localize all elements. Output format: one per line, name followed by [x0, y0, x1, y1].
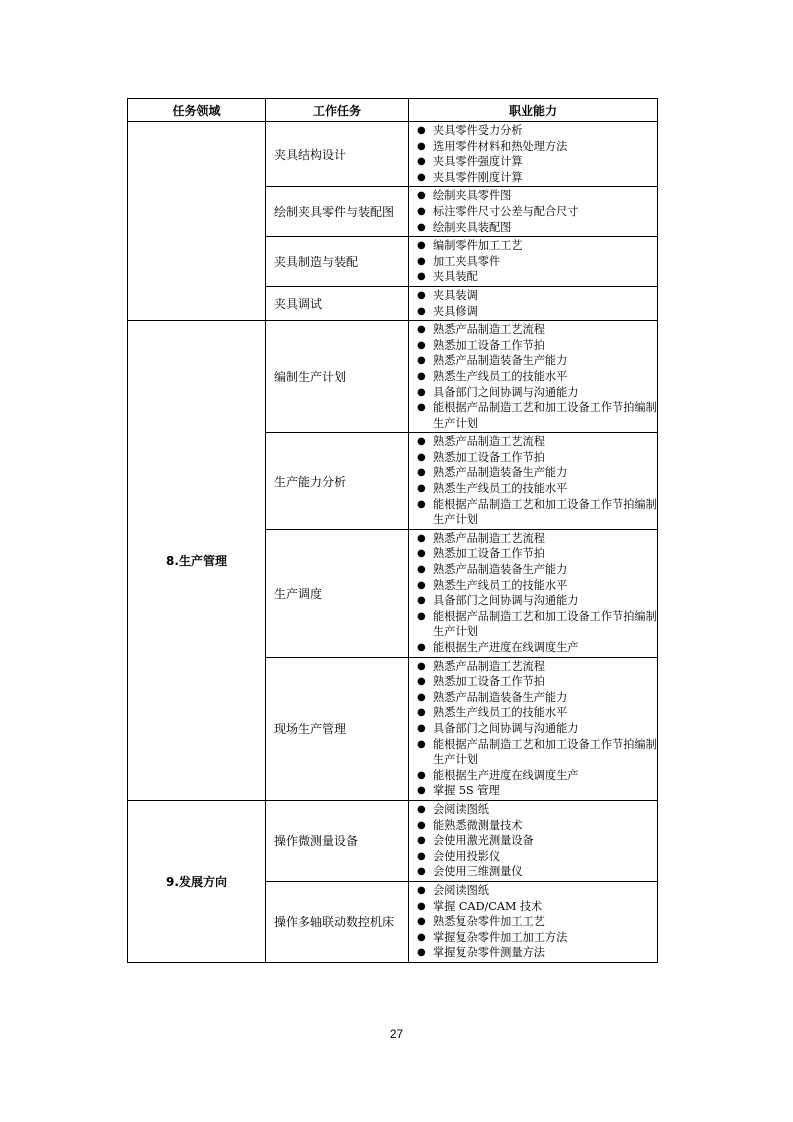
ability-item: ● 编制零件加工工艺: [417, 238, 657, 254]
ability-item: ● 熟悉加工设备工作节拍: [417, 674, 657, 690]
table-row: [128, 122, 658, 187]
ability-item: ● 熟悉复杂零件加工工艺: [417, 914, 657, 930]
ability-list: [417, 802, 657, 880]
ability-cell: [409, 529, 658, 657]
ability-list: [417, 659, 657, 799]
ability-cell: [409, 122, 658, 187]
ability-item: ● 绘制夹具装配图: [417, 220, 657, 236]
work-task-cell: 操作多轴联动数控机床: [266, 881, 409, 962]
ability-item: ● 熟悉产品制造工艺流程: [417, 434, 657, 450]
ability-item: ● 夹具零件刚度计算: [417, 170, 657, 186]
ability-cell: [409, 187, 658, 237]
competency-table: [127, 98, 658, 963]
work-task-cell: 夹具调试: [266, 286, 409, 320]
work-task-cell: 操作微测量设备: [266, 800, 409, 881]
task-domain-cell: [128, 122, 266, 321]
work-task-cell: 生产调度: [266, 529, 409, 657]
ability-item: ● 熟悉生产线员工的技能水平: [417, 369, 657, 385]
work-task-cell: 生产能力分析: [266, 433, 409, 530]
ability-item: ● 加工夹具零件: [417, 254, 657, 270]
ability-item: ● 夹具零件强度计算: [417, 154, 657, 170]
ability-cell: [409, 237, 658, 287]
ability-list: [417, 238, 657, 285]
ability-item: ● 能根据产品制造工艺和加工设备工作节拍编制生产计划: [417, 497, 657, 528]
work-task-cell: 现场生产管理: [266, 657, 409, 800]
ability-item: ● 熟悉产品制造工艺流程: [417, 659, 657, 675]
ability-list: [417, 322, 657, 431]
task-domain-cell: 9.发展方向: [128, 800, 266, 962]
ability-item: ● 夹具零件受力分析: [417, 123, 657, 139]
ability-item: ● 掌握 CAD/CAM 技术: [417, 899, 657, 915]
ability-item: ● 具备部门之间协调与沟通能力: [417, 593, 657, 609]
work-task-cell: 夹具制造与装配: [266, 237, 409, 287]
work-task-cell: 编制生产计划: [266, 321, 409, 433]
table-row: [128, 800, 658, 881]
ability-item: ● 能熟悉微测量技术: [417, 818, 657, 834]
ability-cell: [409, 800, 658, 881]
ability-item: ● 夹具装配: [417, 269, 657, 285]
ability-item: ● 能根据产品制造工艺和加工设备工作节拍编制生产计划: [417, 609, 657, 640]
ability-item: ● 熟悉产品制造装备生产能力: [417, 690, 657, 706]
ability-item: ● 掌握复杂零件测量方法: [417, 945, 657, 961]
ability-item: ● 会阅读图纸: [417, 802, 657, 818]
ability-item: ● 标注零件尺寸公差与配合尺寸: [417, 204, 657, 220]
ability-cell: [409, 286, 658, 320]
ability-item: ● 熟悉生产线员工的技能水平: [417, 578, 657, 594]
ability-item: ● 熟悉加工设备工作节拍: [417, 450, 657, 466]
ability-item: ● 能根据产品制造工艺和加工设备工作节拍编制生产计划: [417, 737, 657, 768]
ability-item: ● 能根据生产进度在线调度生产: [417, 768, 657, 784]
table-body: [128, 122, 658, 963]
ability-item: ● 会使用投影仪: [417, 849, 657, 865]
ability-item: ● 熟悉加工设备工作节拍: [417, 338, 657, 354]
ability-cell: [409, 433, 658, 530]
header-professional-ability: 职业能力: [409, 99, 658, 122]
ability-item: ● 具备部门之间协调与沟通能力: [417, 385, 657, 401]
ability-item: ● 熟悉生产线员工的技能水平: [417, 481, 657, 497]
ability-item: ● 能根据生产进度在线调度生产: [417, 640, 657, 656]
ability-cell: [409, 321, 658, 433]
ability-item: ● 会阅读图纸: [417, 883, 657, 899]
ability-list: [417, 434, 657, 528]
ability-item: ● 具备部门之间协调与沟通能力: [417, 721, 657, 737]
ability-item: ● 夹具修调: [417, 304, 657, 320]
header-task-domain: 任务领域: [128, 99, 266, 122]
table-row: [128, 321, 658, 433]
ability-item: ● 熟悉产品制造装备生产能力: [417, 353, 657, 369]
header-work-task: 工作任务: [266, 99, 409, 122]
ability-item: ● 绘制夹具零件图: [417, 188, 657, 204]
ability-item: ● 熟悉产品制造工艺流程: [417, 322, 657, 338]
ability-item: ● 熟悉产品制造装备生产能力: [417, 562, 657, 578]
ability-list: [417, 531, 657, 656]
ability-cell: [409, 657, 658, 800]
ability-item: ● 能根据产品制造工艺和加工设备工作节拍编制生产计划: [417, 400, 657, 431]
ability-list: [417, 123, 657, 185]
page-number: 27: [389, 1027, 404, 1041]
ability-item: ● 掌握 5S 管理: [417, 783, 657, 799]
ability-item: ● 熟悉加工设备工作节拍: [417, 546, 657, 562]
work-task-cell: 绘制夹具零件与装配图: [266, 187, 409, 237]
ability-cell: [409, 881, 658, 962]
ability-item: ● 掌握复杂零件加工加工方法: [417, 930, 657, 946]
ability-item: ● 夹具装调: [417, 288, 657, 304]
ability-item: ● 会使用三维测量仪: [417, 864, 657, 880]
ability-list: [417, 288, 657, 319]
ability-item: ● 熟悉生产线员工的技能水平: [417, 705, 657, 721]
ability-list: [417, 188, 657, 235]
table-header-row: [128, 99, 658, 122]
ability-list: [417, 883, 657, 961]
ability-item: ● 熟悉产品制造装备生产能力: [417, 465, 657, 481]
ability-item: ● 选用零件材料和热处理方法: [417, 139, 657, 155]
task-domain-cell: 8.生产管理: [128, 321, 266, 801]
ability-item: ● 会使用激光测量设备: [417, 833, 657, 849]
ability-item: ● 熟悉产品制造工艺流程: [417, 531, 657, 547]
work-task-cell: 夹具结构设计: [266, 122, 409, 187]
